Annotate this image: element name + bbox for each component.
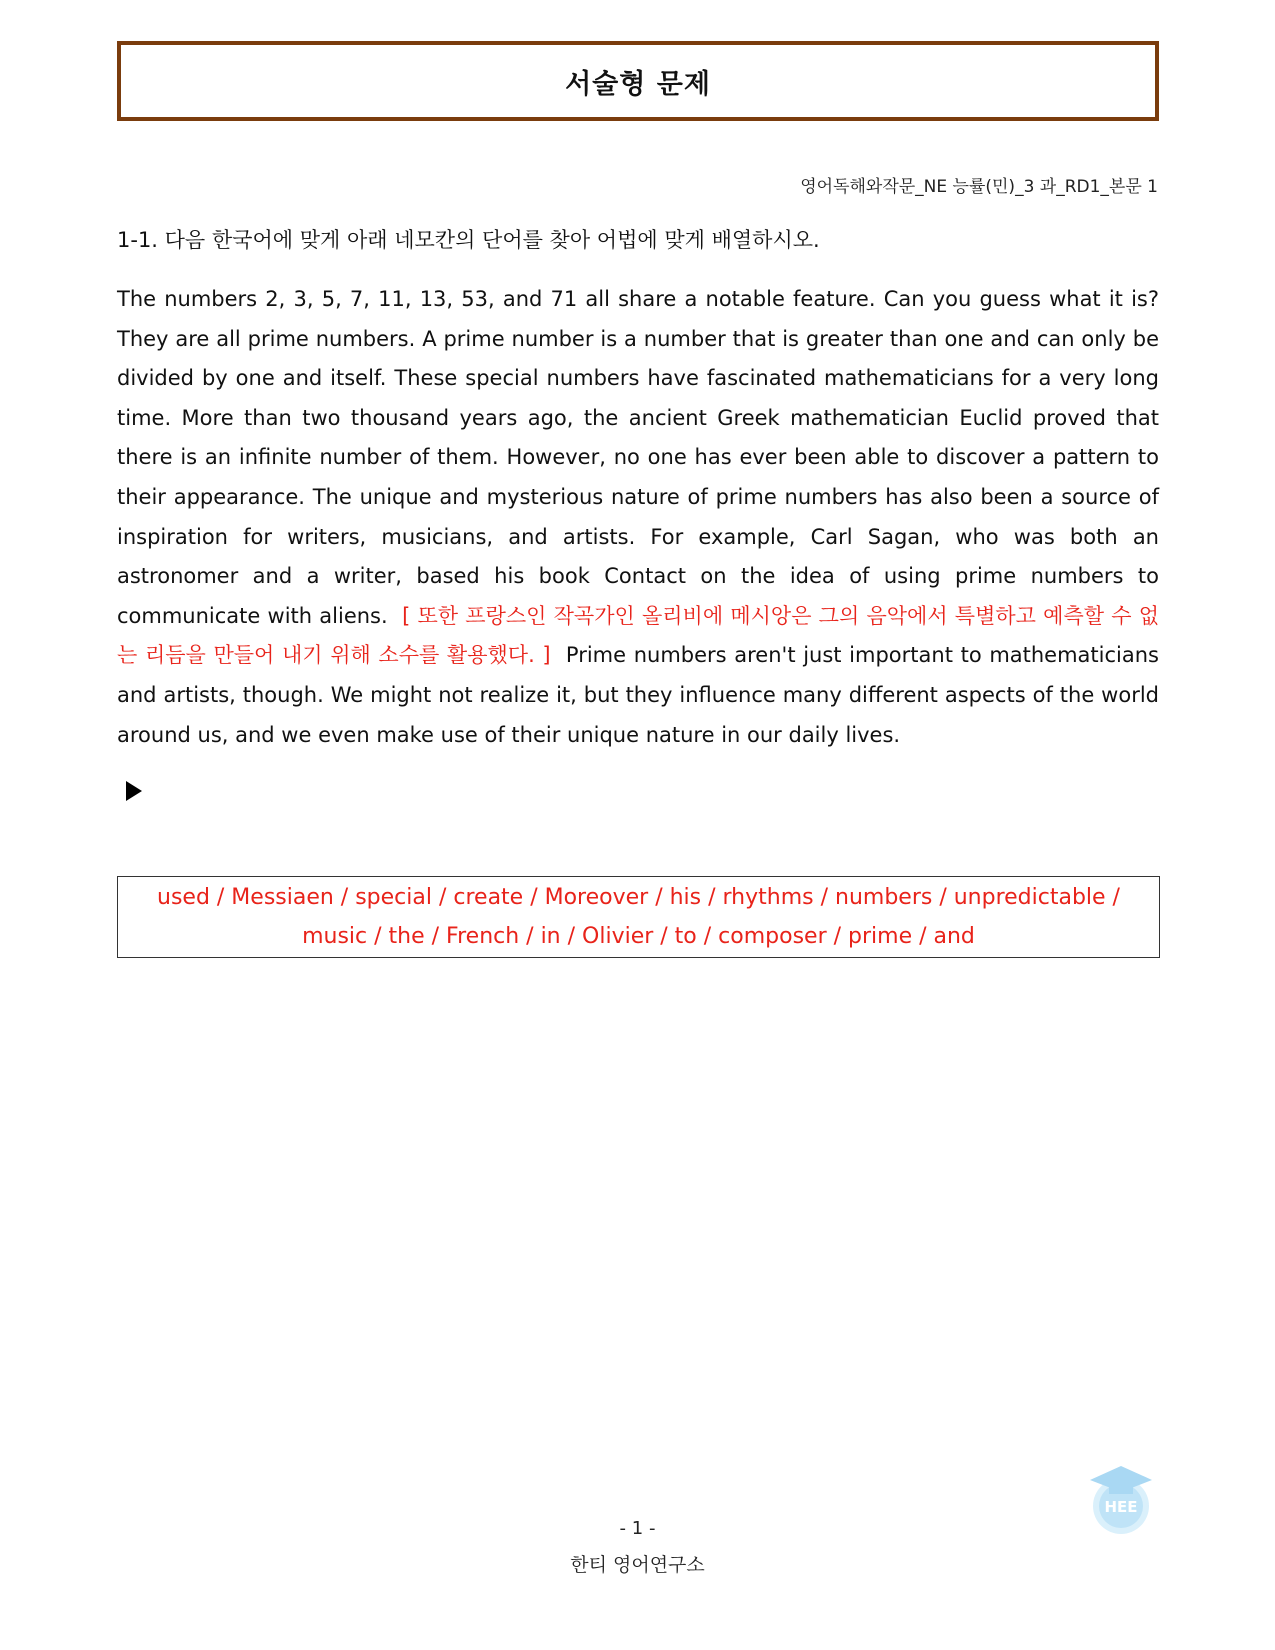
- page-title: 서술형 문제: [565, 68, 711, 100]
- footer-organization: 한티 영어연구소: [570, 1554, 705, 1576]
- answer-arrow-icon: [126, 781, 142, 801]
- passage-text-before: The numbers 2, 3, 5, 7, 11, 13, 53, and 71 all share a notable feature. Can you guess what it is? They are all prime numbers. A prime number is a number that is greater than one and can only be divided by one and itself. These special numbers have fascinated mathematicians for a very long time. More than two thousand years ago, the ancient Greek mathematician Euclid proved that there is an infinite number of them. However, no one has ever been able to discover a pattern to their appearance. The unique and mysterious nature of prime numbers has also been a source of inspiration for writers, musicians, and artists. For example, Carl Sagan, who was both an astronomer and a writer, based his book Contact on the idea of using prime numbers to communicate with aliens.: [117, 287, 1159, 628]
- korean-target-sentence: [ 또한 프랑스인 작곡가인 올리비에 메시앙은 그의 음악에서 특별하고 예측할 수 없는 리듬을 만들어 내기 위해 소수를 활용했다. ]: [117, 603, 1159, 668]
- reading-passage: [117, 280, 1159, 755]
- hee-logo: [1082, 1460, 1160, 1538]
- source-reference: 영어독해와작문_NE 능률(민)_3 과_RD1_본문 1: [800, 177, 1158, 197]
- word-bank-box: [117, 876, 1160, 958]
- question-prompt: 1-1. 다음 한국어에 맞게 아래 네모칸의 단어를 찾아 어법에 맞게 배열하시오.: [117, 228, 820, 252]
- passage-text-after: Prime numbers aren't just important to mathematicians and artists, though. We might not realize it, but they influence many different aspects of the world around us, and we even make use of their unique nature in our daily lives.: [117, 643, 1159, 747]
- word-bank-words: used / Messiaen / special / create / Moreover / his / rhythms / numbers / unpredictable / music / the / French / in / Olivier / to / composer / prime / and: [157, 885, 1120, 949]
- page-number: - 1 -: [619, 1518, 656, 1539]
- logo-text: HEE: [1104, 1498, 1138, 1516]
- title-box: [117, 41, 1159, 121]
